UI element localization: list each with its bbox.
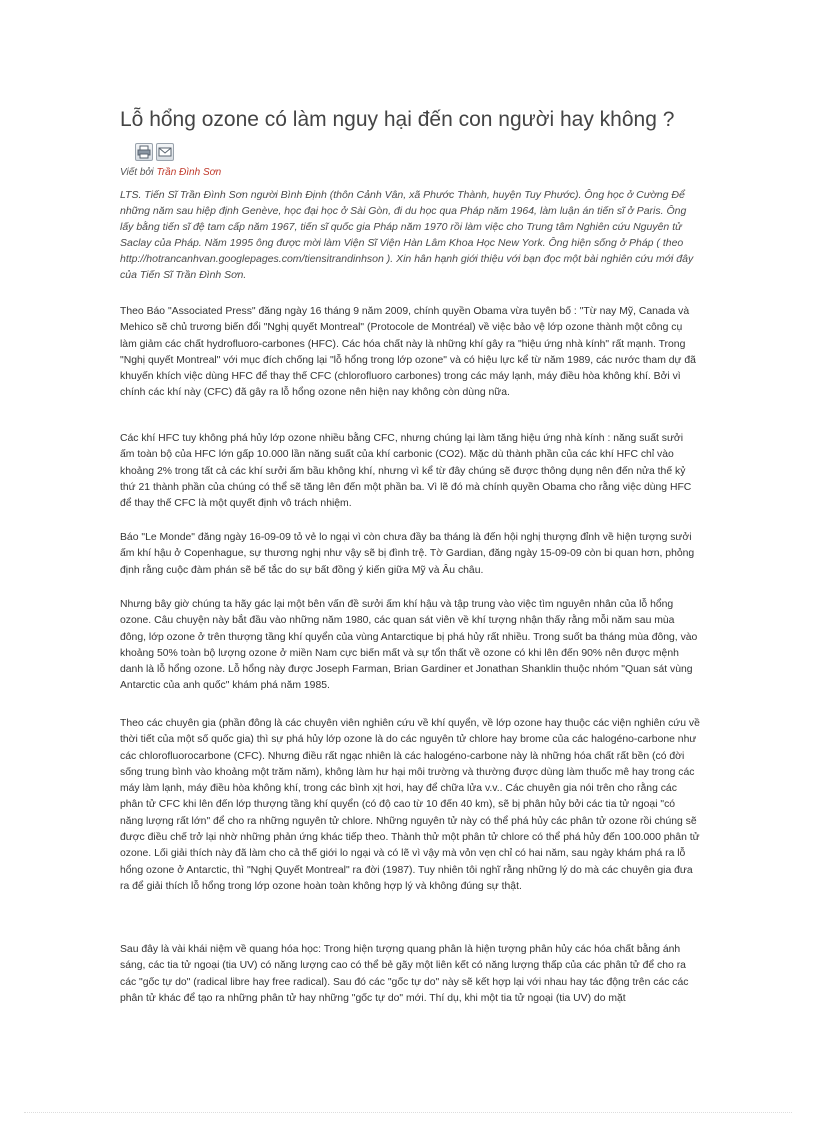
paragraph-1: Theo Báo "Associated Press" đăng ngày 16 tháng 9 năm 2009, chính quyền Obama vừa tuyên bố : "Từ nay Mỹ, Canada và Mehico sẽ chủ trương biến đổi "Nghị quyết Montreal" (Protocole de Montréal) về việc bảo vệ lớp ozone thành một công cụ làm giảm các chất hydrofluoro-carbones (HFC). Các hóa chất này là những khí gây ra "hiệu ứng nhà kính" rất mạnh. Trong "Nghị quyết Montreal" với mục đích chống lại "lỗ hổng trong lớp ozone" và có hiệu lực kể từ năm 1989, các nước tham dự đã khuyến khích việc dùng HFC để thay thế CFC (chlorofluoro carbones) trong các máy lạnh, máy điều hòa không khí. Bởi vì chính các khí này (CFC) đã gây ra lỗ hổng ozone nên hiện nay không còn dùng nữa. (120, 306, 696, 399)
editor-note: LTS. Tiến Sĩ Trần Đình Sơn người Bình Định (thôn Cảnh Vân, xã Phước Thành, huyện Tuy Phước). Ông học ở Cường Để những năm sau hiệp định Genève, học đại học ở Sài Gòn, đi du học qua Pháp năm 1964, làm luận án tiến sĩ ở Paris. Ông lấy bằng tiến sĩ đệ tam cấp năm 1967, tiến sĩ quốc gia Pháp năm 1970 rồi làm việc cho Trung tâm Nghiên cứu Nguyên tử Saclay của Pháp. Năm 1995 ông được mời làm Viện Sĩ Viện Hàn Lâm Khoa Học New York. Ông hiện sống ở Pháp ( theo http://hotrancanhvan.googlepages.com/tiensitrandinhson ). Xin hân hạnh giới thiệu với bạn đọc một bài nghiên cứu mới đây của Tiến Sĩ Trần Đình Sơn. (120, 189, 694, 281)
page-divider (24, 1112, 792, 1113)
print-icon[interactable] (135, 143, 153, 161)
paragraph-2: Các khí HFC tuy không phá hủy lớp ozone nhiều bằng CFC, nhưng chúng lại làm tăng hiệu ứng nhà kính : năng suất sưởi ấm toàn bộ của HFC lớn gấp 10.000 lần năng suất của khí carbonic (CO2). Mặc dù thành phần của các khí HFC chỉ vào khoảng 2% trong tất cả các khí sưởi ấm bầu không khí, nhưng vì kể từ đây chúng sẽ được thông dụng nên đến nửa thế kỷ thứ 21 thành phần của chúng có thể sẽ tăng lên đến một phần ba. Vì lẽ đó mà chính quyền Obama cho rằng việc dùng HFC để thay thế CFC là một quyết định vô trách nhiệm. (120, 433, 692, 510)
paragraph-6: Sau đây là vài khái niệm về quang hóa học: Trong hiện tượng quang phân là hiện tượng phân hủy các hóa chất bằng ánh sáng, các tia tử ngoại (tia UV) có năng lượng cao có thể bẻ gãy một liên kết có năng lượng thấp của các phân tử để cho ra các "gốc tự do" (radical libre hay free radical). Sau đó các "gốc tự do" này sẽ kết hợp lại với nhau hay tác động trên các các phân tử khác để tạo ra những phân tử hay những "gốc tự do" mới. Thí dụ, khi một tia tử ngoại (tia UV) do mặt (120, 944, 689, 1004)
article-tools (135, 143, 174, 163)
paragraph-5: Theo các chuyên gia (phần đông là các chuyên viên nghiên cứu về khí quyển, về lớp ozone hay thuộc các viện nghiên cứu về thời tiết của một số quốc gia) thì sự phá hủy lớp ozone là do các nguyên tử chlore hay brome của các halogéno-carbone như các chlorofluorocarbone (CFC). Nhưng điều rất ngạc nhiên là các halogéno-carbone này là những hóa chất rất bền (có đời sống trung bình vào khoảng một trăm năm), không làm hư hại môi trường và thường được dùng làm thuốc mê hay trong các máy làm lạnh, máy điều hòa không khí, trong các bình xịt hơi, hay để chữa lửa v.v.. Các chuyên gia nói trên cho rằng các phân tử CFC khi lên đến lớp thượng tầng khí quyển (có độ cao từ 10 đến 40 km), sẽ bị phân hủy bởi các tia tử ngoại "có năng lượng rất lớn" để cho ra những nguyên tử chlore. Những nguyên tử này có thể phá hủy các phân tử ozone rồi chúng sẽ được điều chế trở lại nhờ những phản ứng khác tiếp theo. Thành thử một phân tử chlore có thể phá hủy đến 100.000 phân tử ozone. Lối giải thích này đã làm cho cả thế giới lo ngại và có lẽ vì vậy mà vỏn vẹn chỉ có hai năm, sau ngày khám phá ra lỗ hổng ozone ở Antarctic, thì "Nghị Quyết Montreal" ra đời (1987). Tuy nhiên tôi nghĩ rằng những lý do mà các chuyên gia đưa ra để giải thích lỗ hổng trong lớp ozone hoàn toàn không hợp lý và không đúng sự thật. (120, 718, 700, 892)
paragraph-3: Báo "Le Monde" đăng ngày 16-09-09 tỏ vẻ lo ngại vì còn chưa đầy ba tháng là đến hội nghị thượng đỉnh về hiện tượng sưởi ấm khí hậu ở Copenhague, sự thương nghị như vậy sẽ bị đình trệ. Tờ Gardian, đăng ngày 15-09-09 còn bi quan hơn, phỏng định rằng cuộc đàm phán sẽ bế tắc do sự bất đồng ý kiến giữa Mỹ và Âu châu. (120, 532, 695, 576)
author-link[interactable]: Trần Đình Sơn (156, 167, 222, 178)
paragraph-4: Nhưng bây giờ chúng ta hãy gác lại một bên vấn đề sưởi ấm khí hậu và tập trung vào việc tìm nguyên nhân của lỗ hổng ozone. Câu chuyện này bắt đầu vào những năm 1980, các quan sát viên về khí tượng nhận thấy rằng mỗi năm sau mùa đông, lớp ozone ở trên thượng tầng khí quyển của vùng Antarctique bị phá hủy rất nhiều. Trong suốt ba tháng mùa đông, vào khoảng 50% toàn bộ lượng ozone ở miền Nam cực biến mất và sự tổn thất về ozone có khi lên đến 90% nên được mệnh danh là lỗ hổng ozone. Lỗ hổng này được Joseph Farman, Brian Gardiner et Jonathan Shanklin thuộc nhóm "Quan sát vùng Antarctic của anh quốc" khám phá năm 1985. (120, 599, 698, 692)
byline (120, 166, 221, 180)
article-title: Lỗ hổng ozone có làm nguy hại đến con người hay không ? (120, 108, 675, 131)
byline-prefix: Viết bởi (120, 167, 154, 178)
email-icon[interactable] (156, 143, 174, 161)
